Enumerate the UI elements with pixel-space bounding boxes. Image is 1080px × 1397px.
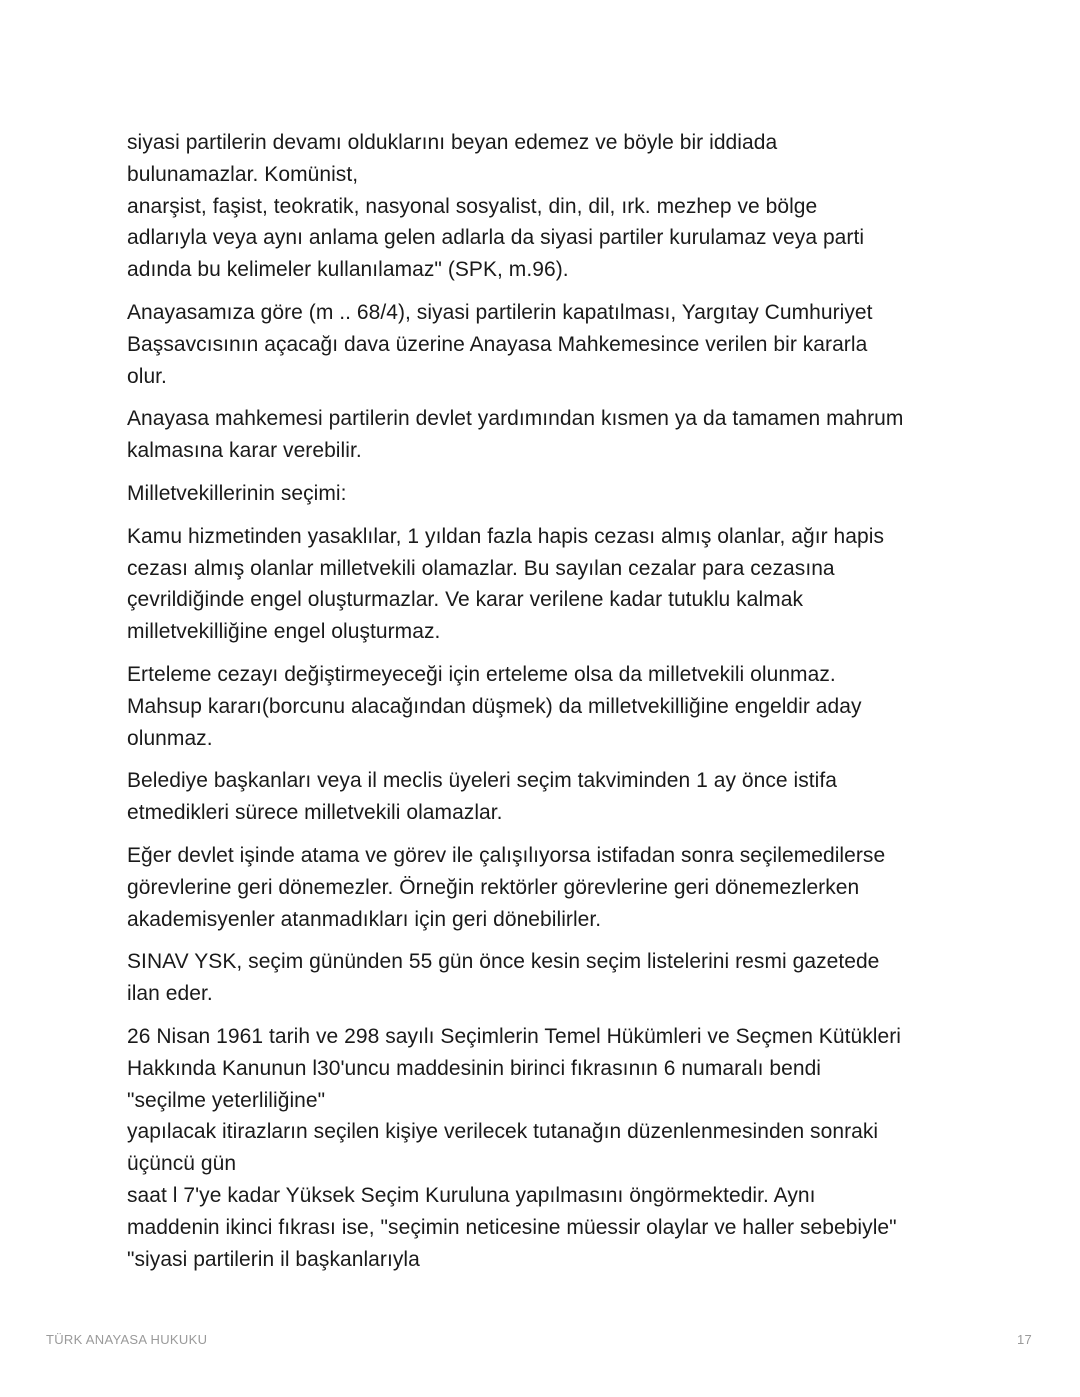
text-line: Mahsup kararı(borcunu alacağından düşmek) da milletvekilliğine engeldir aday <box>127 694 862 718</box>
text-line: görevlerine geri dönemezler. Örneğin rektörler görevlerine geri dönemezlerken <box>127 875 860 899</box>
text-line: olur. <box>127 364 167 388</box>
page-number: 17 <box>1016 1332 1032 1347</box>
text-line: ilan eder. <box>127 982 213 1006</box>
text-line: anarşist, faşist, teokratik, nasyonal sosyalist, din, dil, ırk. mezhep ve bölge <box>127 194 818 218</box>
paragraph <box>127 840 967 935</box>
text-line: yapılacak itirazların seçilen kişiye verilecek tutanağın düzenlenmesinden sonraki <box>127 1120 879 1144</box>
text-line: bulunamazlar. Komünist, <box>127 162 359 186</box>
paragraph <box>127 127 967 286</box>
text-line: SINAV YSK, seçim gününden 55 gün önce kesin seçim listelerini resmi gazetede <box>127 950 880 974</box>
text-line: cezası almış olanlar milletvekili olamazlar. Bu sayılan cezalar para cezasına <box>127 556 835 580</box>
paragraph <box>127 1021 967 1275</box>
text-line: üçüncü gün <box>127 1152 237 1176</box>
footer-title: TÜRK ANAYASA HUKUKU <box>46 1332 208 1347</box>
paragraph <box>127 521 967 648</box>
text-line: Milletvekillerinin seçimi: <box>127 481 347 505</box>
text-line: Belediye başkanları veya il meclis üyeleri seçim takviminden 1 ay önce istifa <box>127 769 837 793</box>
text-line: siyasi partilerin devamı olduklarını beyan edemez ve böyle bir iddiada <box>127 131 778 154</box>
paragraph <box>127 478 967 510</box>
paragraph <box>127 946 967 1010</box>
text-line: Hakkında Kanunun l30'uncu maddesinin birinci fıkrasının 6 numaralı bendi <box>127 1056 822 1080</box>
text-line: akademisyenler atanmadıkları için geri dönebilirler. <box>127 907 602 931</box>
text-line: etmedikleri sürece milletvekili olamazlar. <box>127 801 503 825</box>
paragraph <box>127 297 967 392</box>
text-line: Eğer devlet işinde atama ve görev ile çalışılıyorsa istifadan sonra seçilemedilerse <box>127 843 886 867</box>
text-line: adlarıyla veya aynı anlama gelen adlarla da siyasi partiler kurulamaz veya parti <box>127 226 865 250</box>
text-line: maddenin ikinci fıkrası ise, "seçimin neticesine müessir olaylar ve haller sebebiyle" <box>127 1215 897 1239</box>
text-line: Başsavcısının açacağı dava üzerine Anayasa Mahkemesince verilen bir kararla <box>127 332 868 356</box>
text-line: kalmasına karar verebilir. <box>127 439 362 463</box>
text-line: saat l 7'ye kadar Yüksek Seçim Kuruluna yapılmasını öngörmektedir. Aynı <box>127 1183 816 1207</box>
text-line: adında bu kelimeler kullanılamaz" (SPK, m.96). <box>127 258 569 282</box>
text-line: 26 Nisan 1961 tarih ve 298 sayılı Seçimlerin Temel Hükümleri ve Seçmen Kütükleri <box>127 1024 901 1048</box>
text-line: Anayasamıza göre (m .. 68/4), siyasi partilerin kapatılması, Yargıtay Cumhuriyet <box>127 300 873 324</box>
text-line: milletvekilliğine engel oluşturmaz. <box>127 620 441 644</box>
text-line: olunmaz. <box>127 726 213 750</box>
paragraph <box>127 765 967 829</box>
page-footer <box>46 1332 1032 1350</box>
text-line: "siyasi partilerin il başkanlarıyla <box>127 1247 420 1271</box>
paragraph <box>127 659 967 754</box>
text-line: "seçilme yeterliliğine" <box>127 1088 326 1112</box>
text-line: Erteleme cezayı değiştirmeyeceği için erteleme olsa da milletvekili olunmaz. <box>127 662 836 686</box>
text-line: Anayasa mahkemesi partilerin devlet yardımından kısmen ya da tamamen mahrum <box>127 407 904 431</box>
text-line: çevrildiğinde engel oluşturmazlar. Ve karar verilene kadar tutuklu kalmak <box>127 588 803 612</box>
paragraph <box>127 403 967 467</box>
text-line: Kamu hizmetinden yasaklılar, 1 yıldan fazla hapis cezası almış olanlar, ağır hapis <box>127 524 884 548</box>
document-body <box>127 127 967 1286</box>
